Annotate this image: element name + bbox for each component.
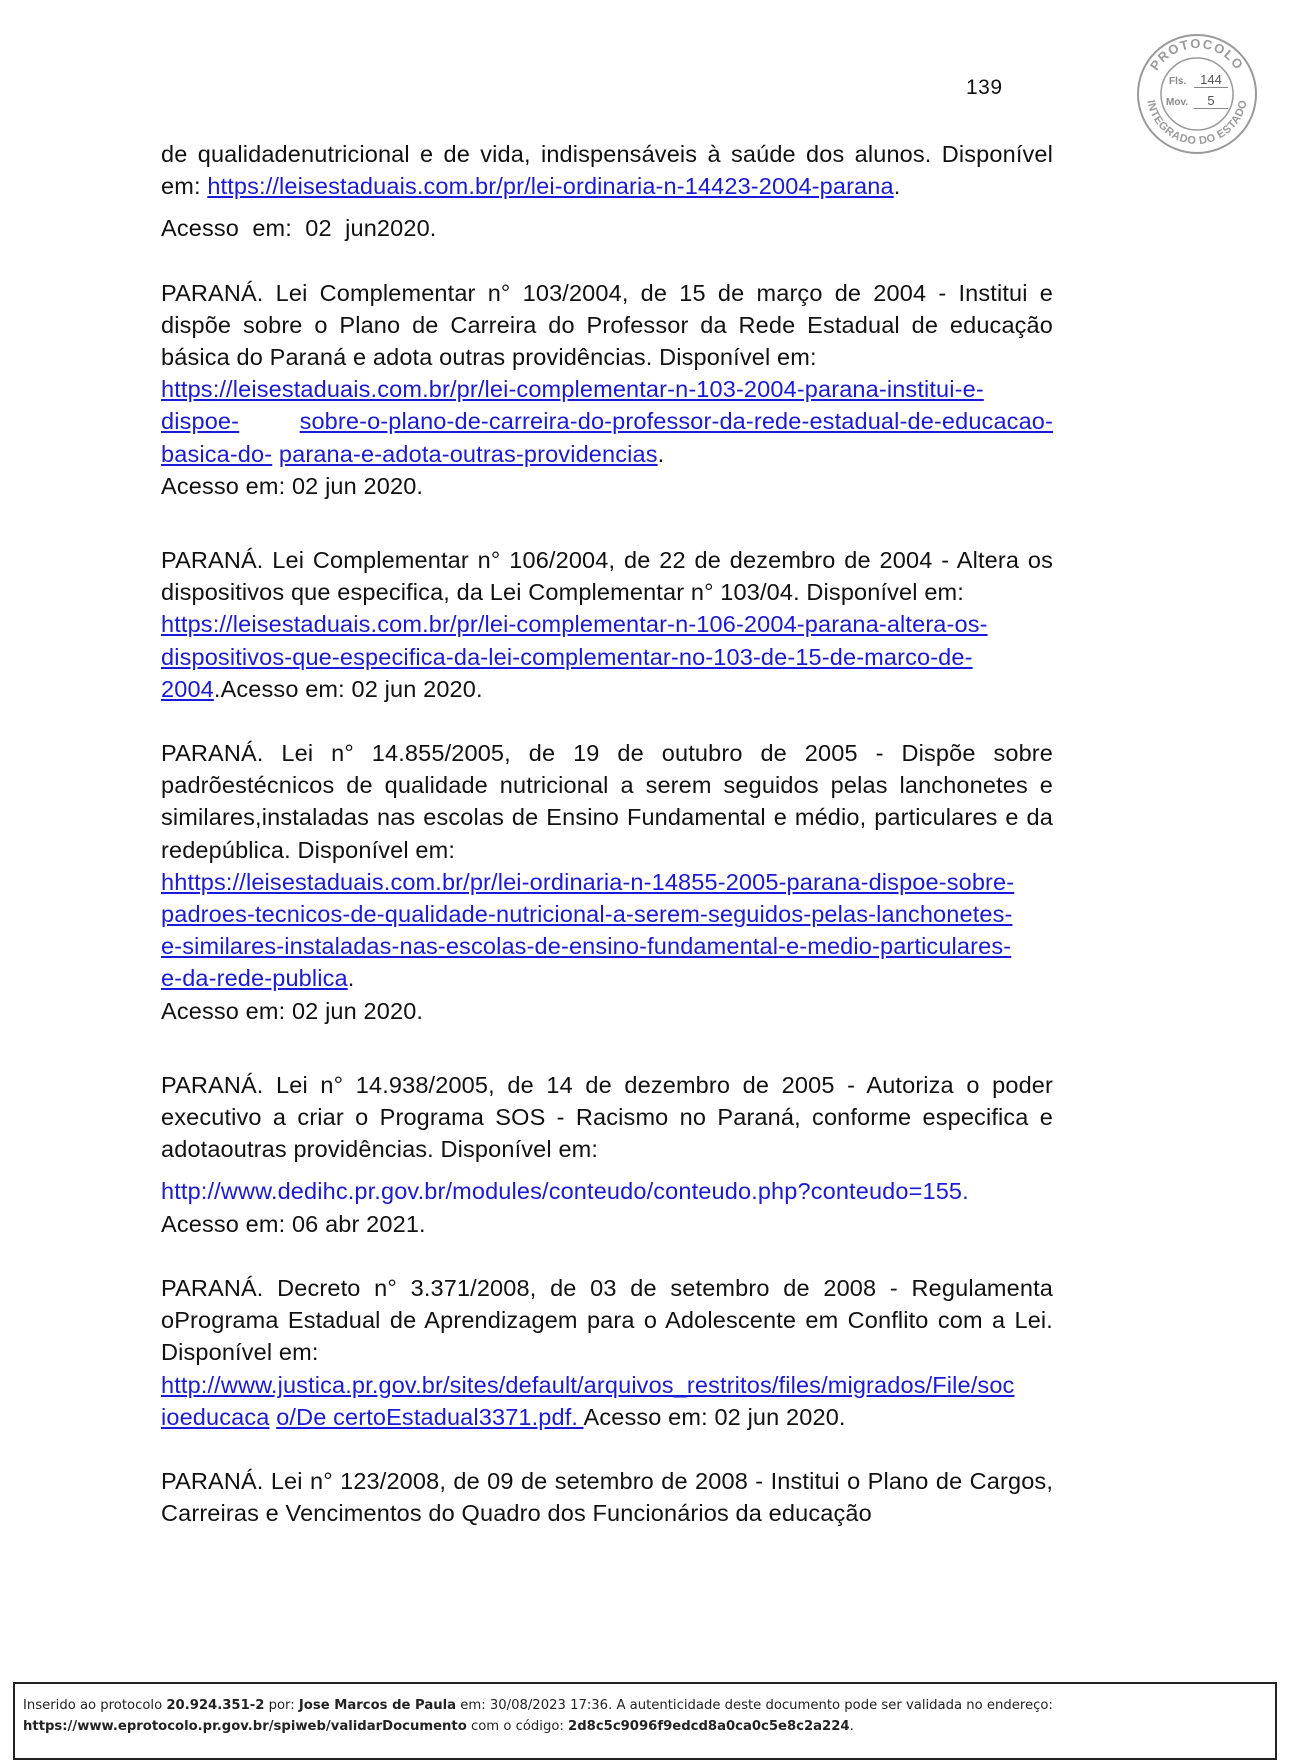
access-date: Acesso em: 02 jun 2020. — [161, 997, 424, 1024]
reference-punct: . — [347, 965, 355, 992]
reference-link-group — [161, 608, 1053, 705]
page-number: 139 — [966, 76, 1003, 99]
reference-entry: PARANÁ. Lei Complementar n° 106/2004, de 22 de dezembro de 2004 - Altera os dispositivos que especifica, da Lei Complementar n° 103/04. Disponível em: — [161, 547, 1053, 606]
reference-link[interactable]: ioeducaca — [161, 1403, 270, 1430]
reference-list — [161, 138, 1053, 1529]
reference-link[interactable]: dispositivos-que-especifica-da-lei-complementar-no-103-de-15-de-marco-de- — [161, 643, 973, 670]
footer-protocol-number: 20.924.351-2 — [166, 1698, 265, 1713]
stamp-mov-label: Mov. — [1166, 97, 1189, 108]
reference-punct: . — [657, 440, 665, 467]
footer-text: com o código: — [466, 1719, 569, 1734]
access-date: .Acesso em: 02 jun 2020. — [213, 675, 483, 702]
footer-user: Jose Marcos de Paula — [298, 1698, 457, 1713]
reference-text: de qualidadenutricional e de vida, indispensáveis à saúde dos alunos. Disponível em: — [161, 141, 1053, 200]
reference-link[interactable]: hhttps://leisestaduais.com.br/pr/lei-ordinaria-n-14855-2005-parana-dispoe-sobre- — [161, 868, 1015, 895]
footer-validation-url[interactable]: https://www.eprotocolo.pr.gov.br/spiweb/validarDocumento — [23, 1719, 467, 1734]
reference-entry: PARANÁ. Lei Complementar n° 103/2004, de 15 de março de 2004 - Institui e dispõe sobre o Plano de Carreira do Professor da Rede Estadual de educação básica do Paraná e adota outras providências. Disponível em: — [161, 279, 1053, 371]
reference-entry: PARANÁ. Lei n° 123/2008, de 09 de setembro de 2008 - Institui o Plano de Cargos, Carreiras e Vencimentos do Quadro dos Funcionários da educação — [161, 1467, 1053, 1527]
reference-link[interactable]: e-da-rede-publica — [161, 965, 348, 992]
stamp-mov-value: 5 — [1194, 93, 1228, 109]
reference-link[interactable]: e-similares-instaladas-nas-escolas-de-ensino-fundamental-e-medio-particulares- — [161, 933, 1012, 960]
footer-text: por: — [264, 1698, 299, 1713]
reference-link-group — [161, 866, 1053, 995]
reference-link[interactable]: sobre-o-plano-de-carreira-do-professor-da-rede-estadual-de-educacao- — [299, 408, 1053, 435]
reference-entry — [161, 138, 1053, 202]
reference-link[interactable]: o/De certoEstadual3371.pdf. — [276, 1403, 584, 1430]
protocol-stamp — [1136, 33, 1258, 155]
reference-link[interactable]: 2004 — [161, 675, 214, 702]
document-footer — [13, 1682, 1277, 1760]
svg-text:PROTOCOLO — [1147, 36, 1247, 73]
access-date: Acesso em: 06 abr 2021. — [161, 1210, 426, 1237]
reference-link[interactable]: basica-do- — [161, 440, 273, 467]
reference-link[interactable]: https://leisestaduais.com.br/pr/lei-ordinaria-n-14423-2004-parana — [207, 173, 894, 200]
reference-entry: PARANÁ. Decreto n° 3.371/2008, de 03 de setembro de 2008 - Regulamenta oPrograma Estadual de Aprendizagem para o Adolescente em Conflito com a Lei. Disponível em: — [161, 1274, 1053, 1366]
access-date: Acesso em: 02 jun2020. — [161, 215, 437, 242]
footer-text: Inserido ao protocolo — [23, 1698, 167, 1713]
reference-link[interactable]: https://leisestaduais.com.br/pr/lei-complementar-n-106-2004-parana-altera-os- — [161, 611, 988, 638]
reference-entry: PARANÁ. Lei n° 14.855/2005, de 19 de outubro de 2005 - Dispõe sobre padrõestécnicos de qualidade nutricional a serem seguidos pelas lanchonetes e similares,instaladas nas escolas de Ensino Fundamental e médio, particulares e da redepública. Disponível em: — [161, 740, 1053, 863]
footer-text: . — [849, 1719, 854, 1734]
reference-link[interactable]: padroes-tecnicos-de-qualidade-nutricional-a-serem-seguidos-pelas-lanchonetes- — [161, 901, 1013, 928]
reference-entry: PARANÁ. Lei n° 14.938/2005, de 14 de dezembro de 2005 - Autoriza o poder executivo a criar o Programa SOS - Racismo no Paraná, conforme especifica e adotaoutras providências. Disponível em: — [161, 1071, 1053, 1163]
stamp-fls-label: Fls. — [1169, 76, 1187, 87]
reference-link[interactable]: https://leisestaduais.com.br/pr/lei-complementar-n-103-2004-parana-institui-e- — [161, 376, 984, 403]
stamp-ring-bottom: INTEGRADO DO ESTADO — [1144, 98, 1250, 148]
reference-link[interactable]: parana-e-adota-outras-providencias — [278, 440, 658, 467]
reference-link[interactable]: dispoe- — [161, 408, 240, 435]
access-date: Acesso em: 02 jun 2020. — [161, 472, 424, 499]
stamp-ring-top: PROTOCOLO — [1146, 35, 1248, 74]
reference-link-group — [161, 373, 1053, 470]
reference-punct: . — [893, 173, 901, 200]
reference-link[interactable]: http://www.justica.pr.gov.br/sites/default/arquivos_restritos/files/migrados/File/soc — [161, 1371, 1015, 1398]
footer-text: em: 30/08/2023 17:36. A autenticidade deste documento pode ser validada no endereço: — [456, 1698, 1053, 1713]
reference-link-group — [161, 1369, 1053, 1433]
reference-link[interactable]: http://www.dedihc.pr.gov.br/modules/conteudo/conteudo.php?conteudo=155. — [161, 1178, 969, 1205]
access-date: Acesso em: 02 jun 2020. — [583, 1403, 846, 1430]
stamp-fls-value: 144 — [1194, 72, 1228, 88]
footer-validation-code: 2d8c5c9096f9edcd8a0ca0c5e8c2a224 — [568, 1719, 850, 1734]
